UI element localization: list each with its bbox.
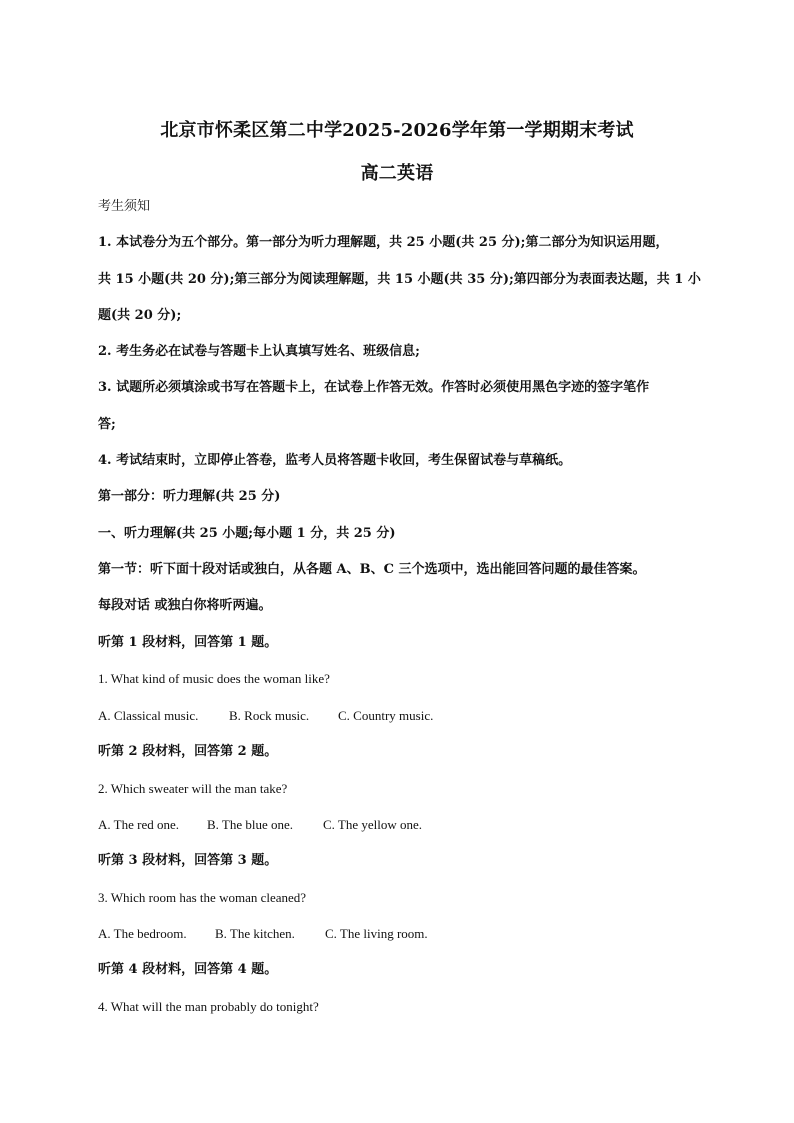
material-label-3: 听第 3 段材料，回答第 3 题。 [98, 853, 278, 868]
instruction-line-2: 每段对话 或独白你将听两遍。 [98, 598, 272, 613]
exam-subject: 高二英语 [360, 163, 434, 184]
material-label-1: 听第 1 段材料，回答第 1 题。 [98, 635, 278, 650]
options-3 [98, 926, 698, 942]
option-2-a: A. The red one. [98, 817, 179, 832]
option-2-c: C. The yellow one. [323, 817, 423, 832]
option-1-c: C. Country music. [338, 708, 434, 723]
instruction-line-1: 第一节：听下面十段对话或独白，从各题 A、B、C 三个选项中，选出能回答问题的最佳答案。 [98, 562, 646, 577]
question-1: 1. What kind of music does the woman like? [98, 671, 330, 686]
notice-heading: 考生须知 [98, 199, 151, 214]
option-3-a: A. The bedroom. [98, 926, 187, 941]
option-3-c: C. The living room. [325, 926, 428, 941]
material-label-4: 听第 4 段材料，回答第 4 题。 [98, 962, 278, 977]
exam-title: 北京市怀柔区第二中学2025-2026学年第一学期期末考试 [160, 120, 634, 141]
notice-item-3-line-1: 3. 试题所必须填涂或书写在答题卡上，在试卷上作答无效。作答时必须使用黑色字迹的签字笔作 [98, 380, 650, 395]
options-1 [98, 708, 698, 724]
question-3: 3. Which room has the woman cleaned? [98, 890, 307, 905]
notice-item-1-line-3: 题(共 20 分); [98, 308, 182, 323]
notice-item-4: 4. 考试结束时，立即停止答卷，监考人员将答题卡收回，考生保留试卷与草稿纸。 [98, 453, 572, 468]
part1-heading: 第一部分：听力理解(共 25 分) [98, 489, 281, 504]
material-label-2: 听第 2 段材料，回答第 2 题。 [98, 744, 278, 759]
notice-item-1-line-2: 共 15 小题(共 20 分);第三部分为阅读理解题，共 15 小题(共 35 分);第四部分为表面表达题，共 1 小 [98, 272, 701, 287]
notice-item-3-line-2: 答; [98, 417, 116, 432]
question-4: 4. What will the man probably do tonight? [98, 999, 319, 1014]
option-3-b: B. The kitchen. [215, 926, 295, 941]
notice-item-1-line-1: 1. 本试卷分为五个部分。第一部分为听力理解题，共 25 小题(共 25 分);第二部分为知识运用题， [98, 235, 669, 250]
option-1-b: B. Rock music. [229, 708, 310, 723]
question-2: 2. Which sweater will the man take? [98, 781, 288, 796]
option-1-a: A. Classical music. [98, 708, 199, 723]
options-2 [98, 817, 698, 833]
notice-item-2: 2. 考生务必在试卷与答题卡上认真填写姓名、班级信息; [98, 344, 420, 359]
section-heading: 一、听力理解(共 25 小题;每小题 1 分，共 25 分) [98, 526, 396, 541]
option-2-b: B. The blue one. [207, 817, 294, 832]
